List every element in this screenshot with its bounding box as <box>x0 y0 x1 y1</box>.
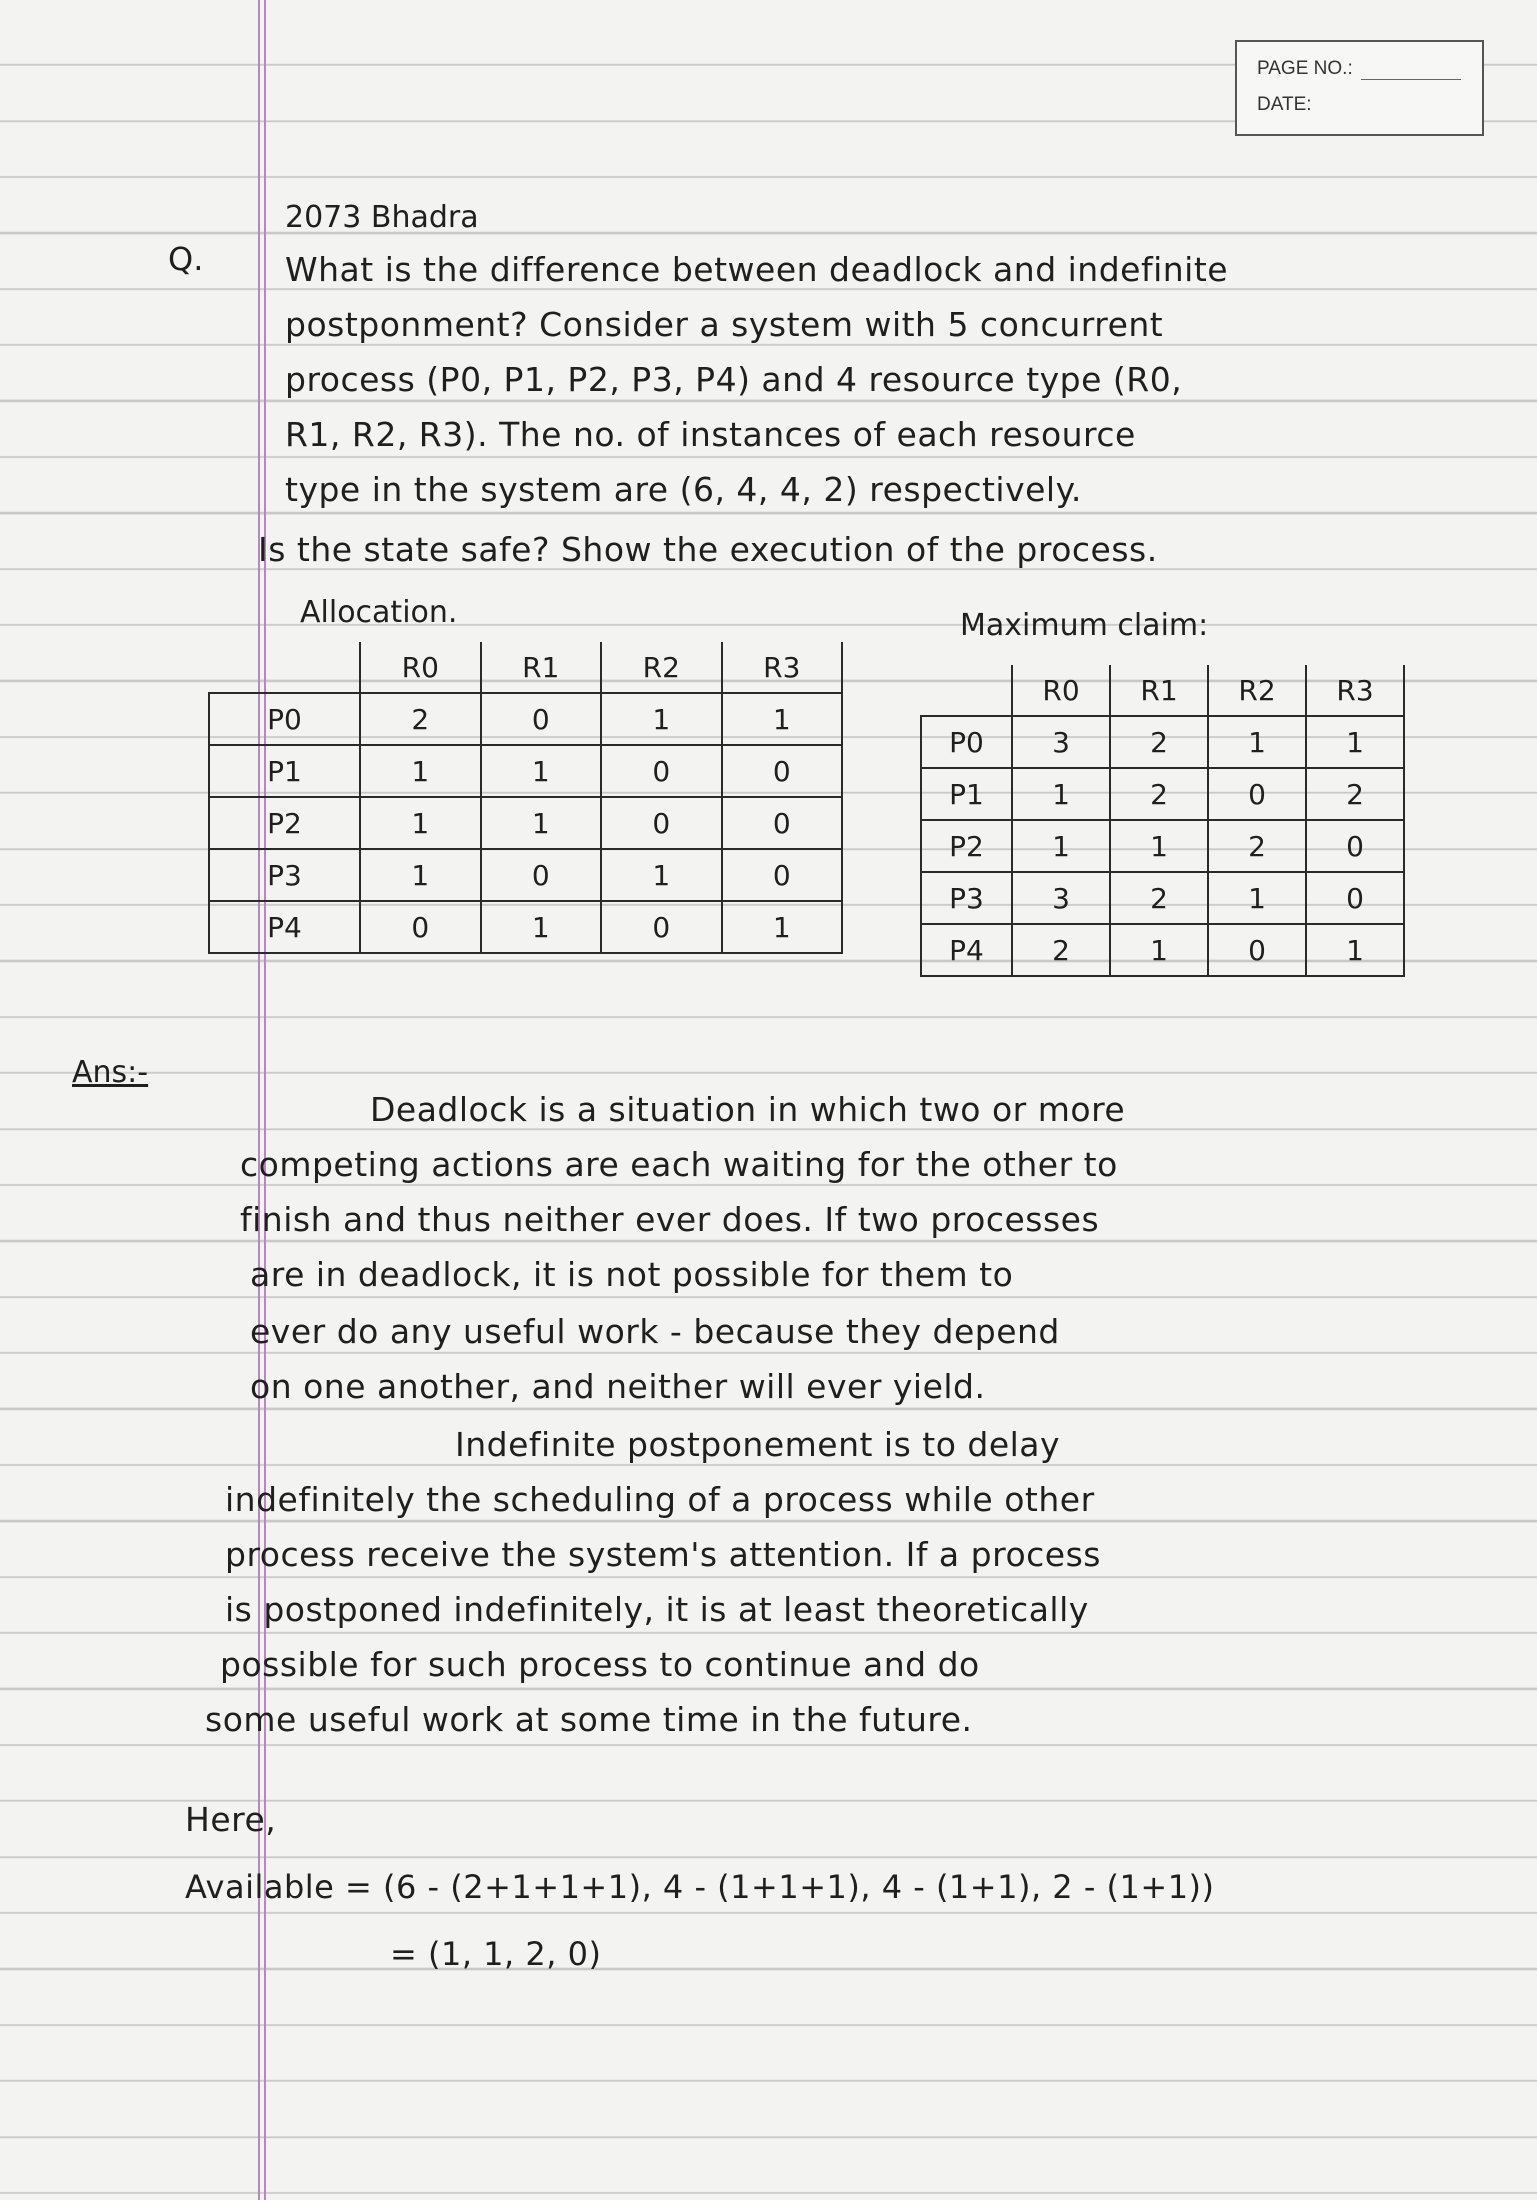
max-claim-row <box>921 768 1404 820</box>
page-header-box <box>1235 40 1484 136</box>
allocation-value-cell: 1 <box>601 693 722 745</box>
max-claim-value-cell: 1 <box>1306 716 1404 768</box>
allocation-value-cell: 0 <box>601 797 722 849</box>
answer-line-11: possible for such process to continue and do <box>220 1645 980 1684</box>
max-claim-value-cell: 3 <box>1012 716 1110 768</box>
allocation-value-cell: 1 <box>601 849 722 901</box>
answer-line-3: finish and thus neither ever does. If two processes <box>240 1200 1100 1239</box>
allocation-value-cell: 1 <box>360 745 481 797</box>
allocation-column-header: R3 <box>722 642 843 693</box>
allocation-row <box>209 849 842 901</box>
answer-line-2: competing actions are each waiting for the other to <box>240 1145 1118 1184</box>
exam-session: 2073 Bhadra <box>285 200 479 235</box>
max-claim-corner-cell <box>921 665 1012 716</box>
max-claim-value-cell: 2 <box>1208 820 1306 872</box>
calc-result: = (1, 1, 2, 0) <box>390 1935 602 1973</box>
allocation-value-cell: 0 <box>722 797 843 849</box>
allocation-value-cell: 0 <box>481 693 602 745</box>
question-line-2: postponment? Consider a system with 5 concurrent <box>285 305 1164 344</box>
max-claim-value-cell: 0 <box>1208 924 1306 976</box>
question-line-1: What is the difference between deadlock and indefinite <box>285 250 1229 289</box>
allocation-value-cell: 1 <box>481 797 602 849</box>
max-claim-process-cell: P4 <box>921 924 1012 976</box>
allocation-value-cell: 1 <box>722 693 843 745</box>
date-label: DATE: <box>1257 94 1312 115</box>
max-claim-value-cell: 0 <box>1208 768 1306 820</box>
page-no-field <box>1257 58 1461 80</box>
max-claim-row <box>921 820 1404 872</box>
allocation-corner-cell <box>209 642 360 693</box>
max-claim-heading: Maximum claim: <box>960 608 1209 643</box>
calc-available: Available = (6 - (2+1+1+1), 4 - (1+1+1), 4 - (1+1), 2 - (1+1)) <box>185 1868 1215 1906</box>
answer-line-6: on one another, and neither will ever yield. <box>250 1367 986 1406</box>
allocation-process-cell: P0 <box>209 693 360 745</box>
max-claim-value-cell: 1 <box>1208 872 1306 924</box>
calc-here: Here, <box>185 1800 277 1839</box>
allocation-value-cell: 1 <box>360 797 481 849</box>
max-claim-value-cell: 2 <box>1110 716 1208 768</box>
max-claim-value-cell: 2 <box>1110 768 1208 820</box>
max-claim-value-cell: 1 <box>1110 820 1208 872</box>
allocation-process-cell: P3 <box>209 849 360 901</box>
max-claim-column-header: R3 <box>1306 665 1404 716</box>
max-claim-value-cell: 1 <box>1012 820 1110 872</box>
question-line-4: R1, R2, R3). The no. of instances of each resource <box>285 415 1136 454</box>
max-claim-column-header: R1 <box>1110 665 1208 716</box>
allocation-value-cell: 0 <box>722 745 843 797</box>
question-line-5: type in the system are (6, 4, 4, 2) respectively. <box>285 470 1082 509</box>
question-line-6: Is the state safe? Show the execution of the process. <box>258 530 1158 569</box>
allocation-heading: Allocation. <box>300 595 458 630</box>
allocation-value-cell: 1 <box>481 901 602 953</box>
max-claim-header-row <box>921 665 1404 716</box>
question-line-3: process (P0, P1, P2, P3, P4) and 4 resource type (R0, <box>285 360 1183 399</box>
max-claim-value-cell: 2 <box>1306 768 1404 820</box>
answer-line-12: some useful work at some time in the future. <box>205 1700 973 1739</box>
allocation-value-cell: 1 <box>360 849 481 901</box>
max-claim-value-cell: 1 <box>1012 768 1110 820</box>
max-claim-table <box>920 665 1405 977</box>
allocation-value-cell: 0 <box>360 901 481 953</box>
allocation-value-cell: 0 <box>481 849 602 901</box>
max-claim-value-cell: 2 <box>1012 924 1110 976</box>
date-field <box>1257 94 1312 116</box>
max-claim-process-cell: P0 <box>921 716 1012 768</box>
max-claim-row <box>921 924 1404 976</box>
allocation-value-cell: 0 <box>722 849 843 901</box>
max-claim-value-cell: 1 <box>1306 924 1404 976</box>
max-claim-value-cell: 3 <box>1012 872 1110 924</box>
allocation-value-cell: 1 <box>722 901 843 953</box>
allocation-process-cell: P1 <box>209 745 360 797</box>
allocation-row <box>209 693 842 745</box>
allocation-process-cell: P4 <box>209 901 360 953</box>
allocation-value-cell: 0 <box>601 901 722 953</box>
allocation-row <box>209 797 842 849</box>
allocation-row <box>209 745 842 797</box>
page-no-line <box>1361 61 1461 80</box>
allocation-column-header: R1 <box>481 642 602 693</box>
allocation-value-cell: 1 <box>481 745 602 797</box>
allocation-process-cell: P2 <box>209 797 360 849</box>
answer-label: Ans:- <box>72 1055 149 1090</box>
max-claim-value-cell: 1 <box>1208 716 1306 768</box>
allocation-column-header: R2 <box>601 642 722 693</box>
answer-line-4: are in deadlock, it is not possible for them to <box>250 1255 1014 1294</box>
allocation-header-row <box>209 642 842 693</box>
max-claim-row <box>921 716 1404 768</box>
max-claim-value-cell: 2 <box>1110 872 1208 924</box>
question-marker: Q. <box>168 240 204 278</box>
allocation-table <box>208 642 843 954</box>
max-claim-value-cell: 0 <box>1306 820 1404 872</box>
answer-line-1: Deadlock is a situation in which two or more <box>370 1090 1126 1129</box>
max-claim-row <box>921 872 1404 924</box>
allocation-value-cell: 0 <box>601 745 722 797</box>
answer-line-9: process receive the system's attention. If a process <box>225 1535 1101 1574</box>
page-no-label: PAGE NO.: <box>1257 58 1353 79</box>
max-claim-process-cell: P3 <box>921 872 1012 924</box>
answer-line-7: Indefinite postponement is to delay <box>455 1425 1061 1464</box>
max-claim-process-cell: P1 <box>921 768 1012 820</box>
max-claim-value-cell: 0 <box>1306 872 1404 924</box>
max-claim-process-cell: P2 <box>921 820 1012 872</box>
max-claim-column-header: R2 <box>1208 665 1306 716</box>
allocation-column-header: R0 <box>360 642 481 693</box>
answer-line-8: indefinitely the scheduling of a process while other <box>225 1480 1095 1519</box>
answer-line-10: is postponed indefinitely, it is at least theoretically <box>225 1590 1089 1629</box>
allocation-row <box>209 901 842 953</box>
answer-line-5: ever do any useful work - because they depend <box>250 1312 1060 1351</box>
allocation-value-cell: 2 <box>360 693 481 745</box>
max-claim-value-cell: 1 <box>1110 924 1208 976</box>
max-claim-column-header: R0 <box>1012 665 1110 716</box>
